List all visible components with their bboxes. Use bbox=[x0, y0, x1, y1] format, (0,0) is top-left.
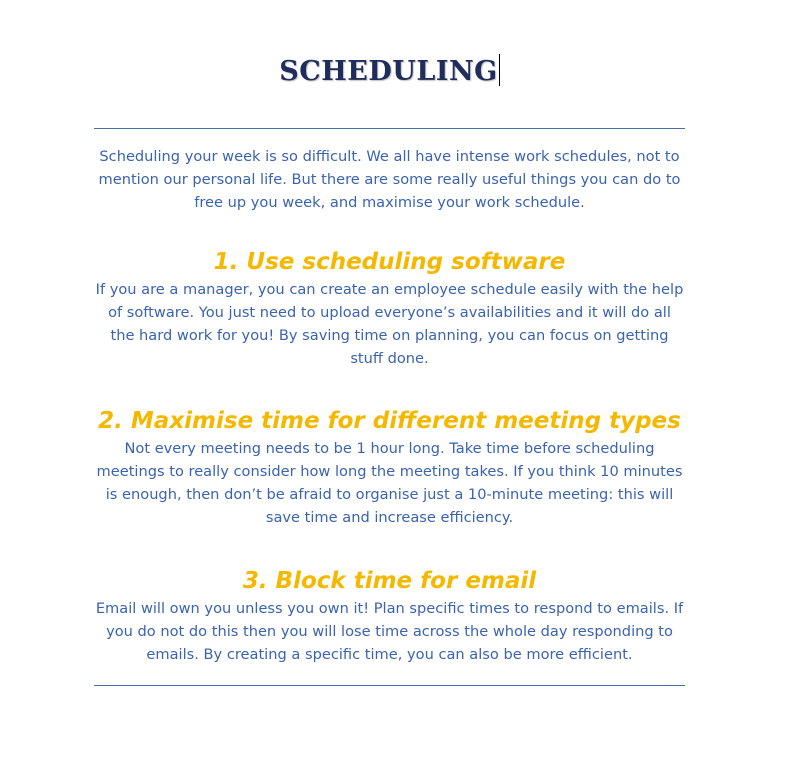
title-text: SCHEDULING bbox=[279, 56, 498, 87]
document-page[interactable] bbox=[94, 0, 685, 767]
section-2 bbox=[94, 405, 685, 529]
bottom-divider bbox=[94, 685, 685, 686]
section-1-body: If you are a manager, you can create an employee schedule easily with the help of software. You just need to upload everyone’s availabilities and it will do all the hard work for you! By saving time on planning, you can focus on getting stuff done. bbox=[95, 281, 684, 367]
top-divider bbox=[94, 128, 685, 129]
intro-paragraph: Scheduling your week is so difficult. We all have intense work schedules, not to mention our personal life. But there are some really useful things you can do to free up you week, and maximise your work schedule. bbox=[98, 148, 681, 211]
text-cursor bbox=[499, 54, 500, 86]
section-3 bbox=[94, 565, 685, 666]
section-1-heading: 1. Use scheduling software bbox=[213, 249, 566, 275]
section-2-heading: 2. Maximise time for different meeting types bbox=[98, 408, 681, 434]
section-3-heading: 3. Block time for email bbox=[242, 568, 537, 594]
section-2-body: Not every meeting needs to be 1 hour long. Take time before scheduling meetings to really consider how long the meeting takes. If you think 10 minutes is enough, then don’t be afraid to organise just a 10-minute meeting: this will save time and increase efficiency. bbox=[96, 440, 683, 526]
section-3-body: Email will own you unless you own it! Plan specific times to respond to emails. If you do not do this then you will lose time across the whole day responding to emails. By creating a specific time, you can also be more efficient. bbox=[95, 600, 684, 663]
section-1 bbox=[94, 246, 685, 370]
page-title bbox=[94, 56, 685, 87]
